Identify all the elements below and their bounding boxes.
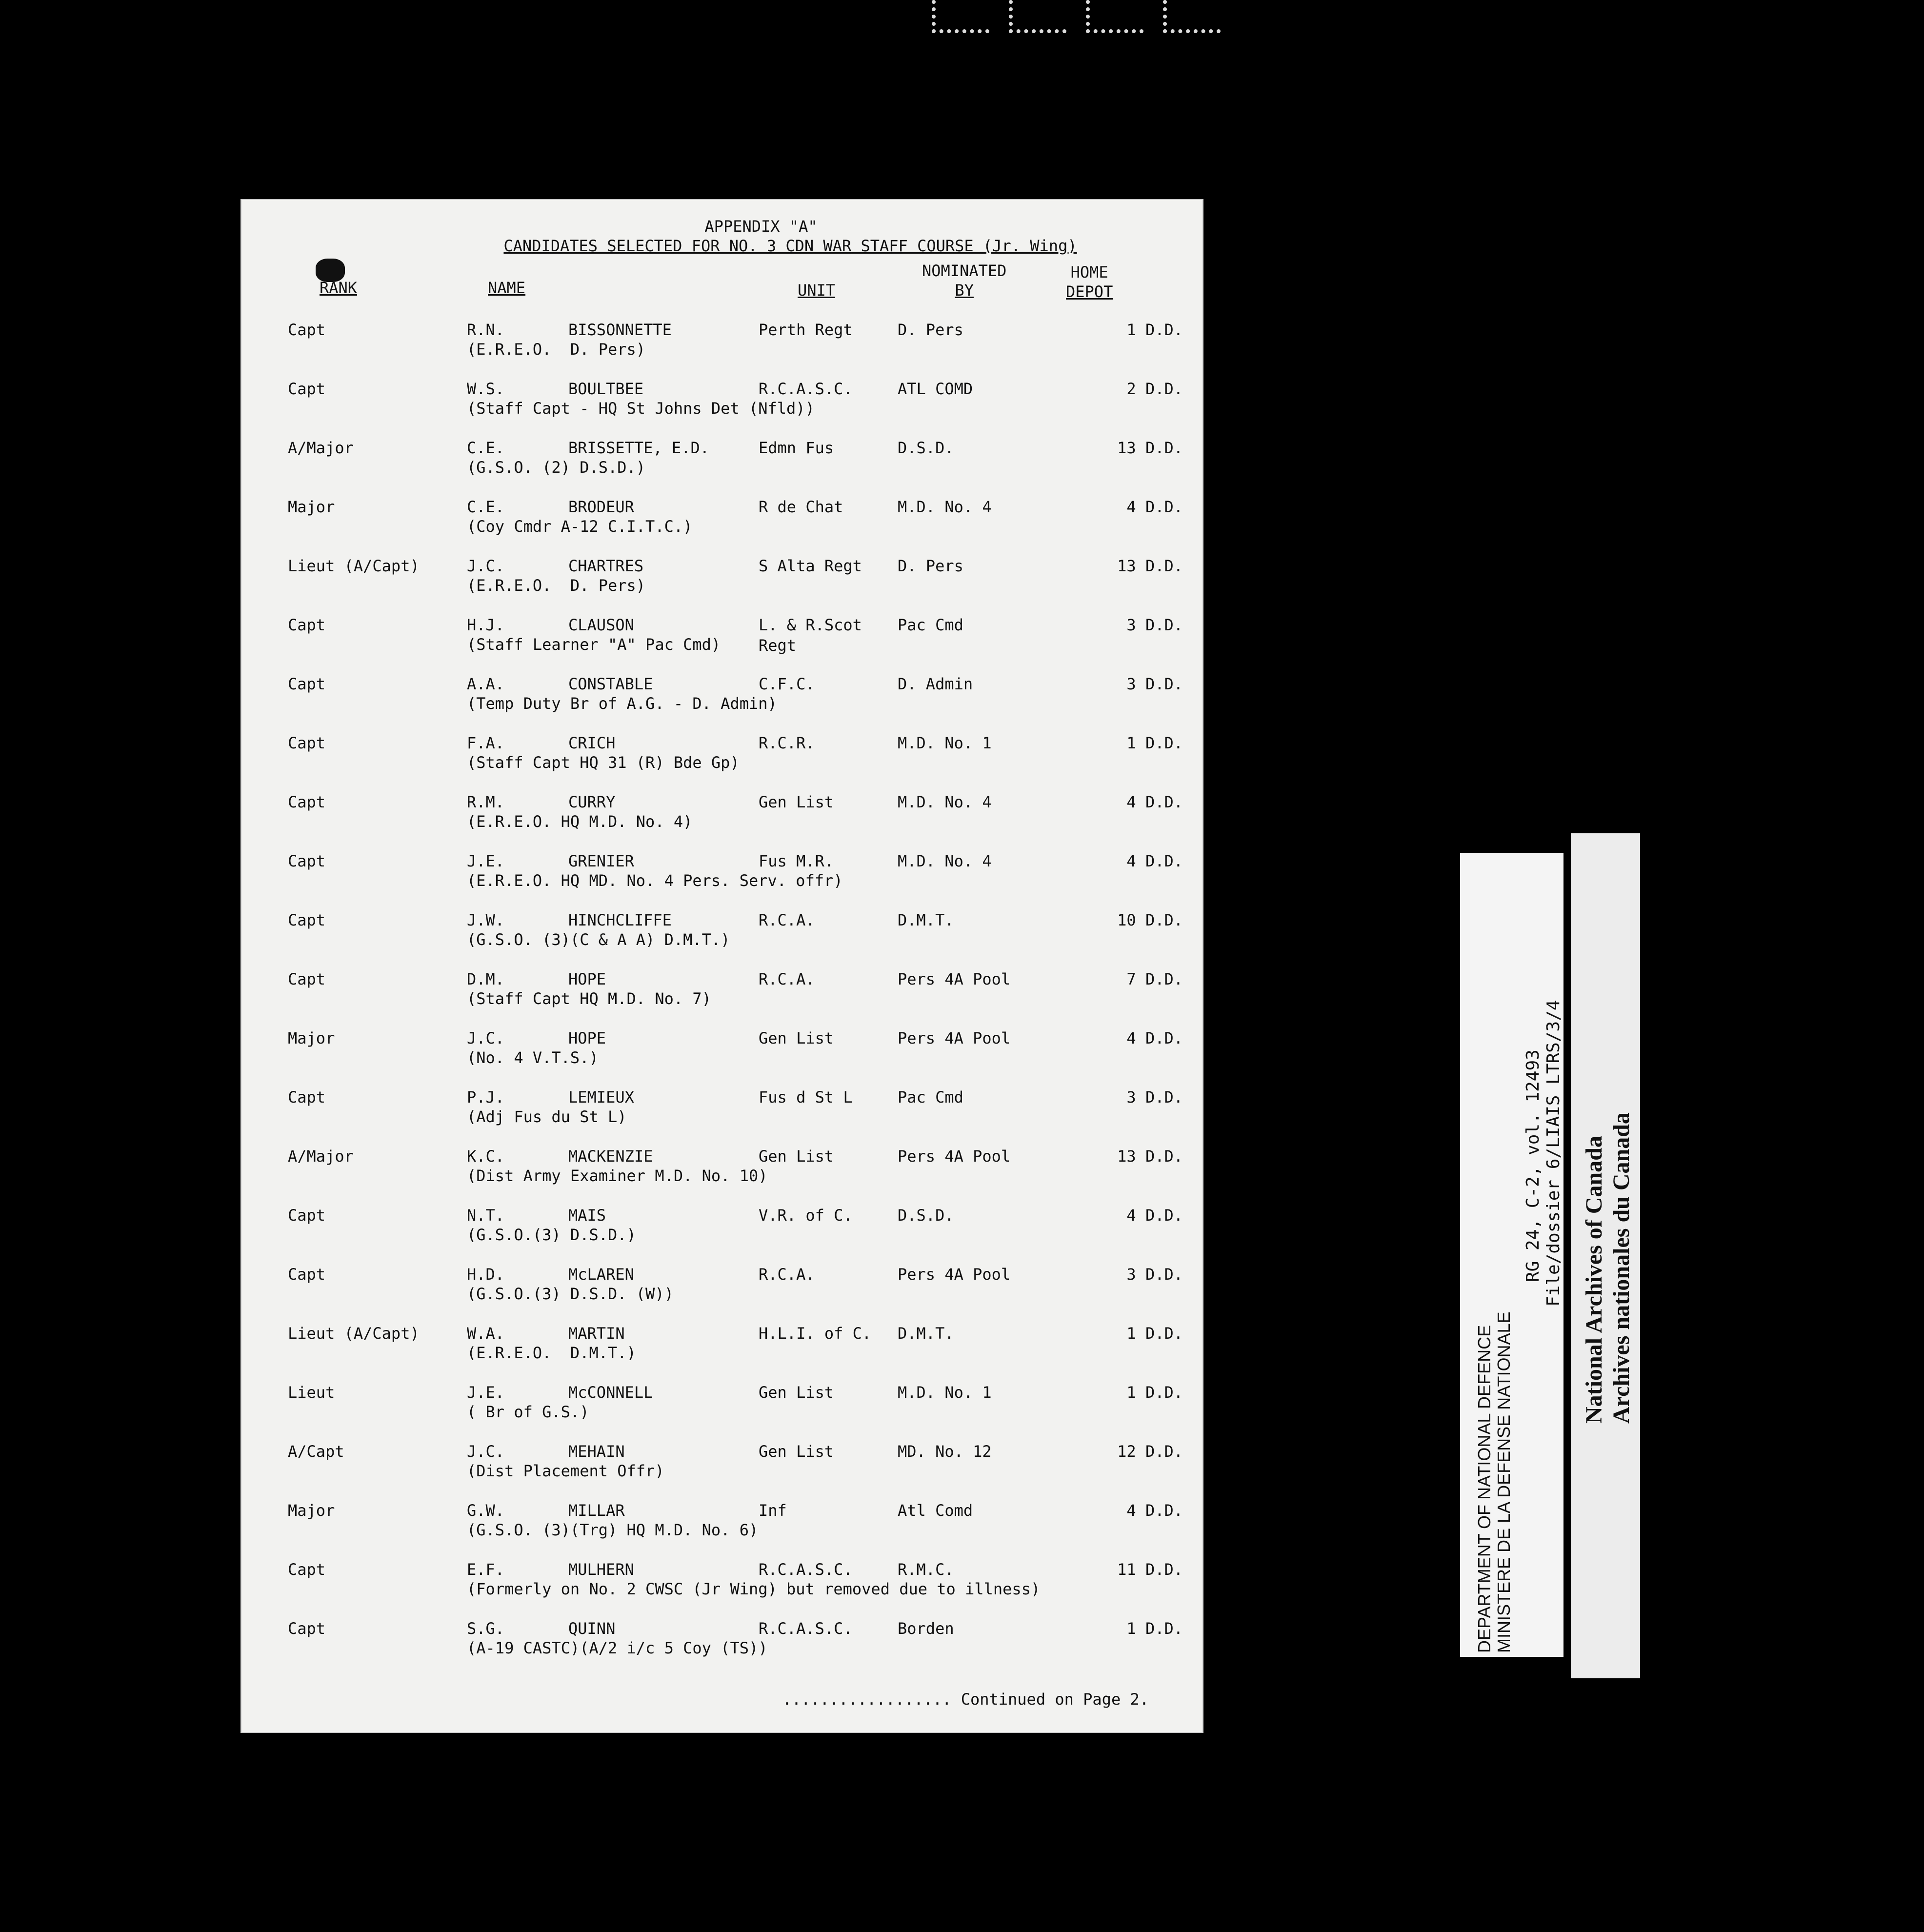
rank-cell: Capt — [288, 970, 326, 988]
appointment-detail: (Temp Duty Br of A.G. - D. Admin) — [467, 694, 777, 713]
unit-cell: R.C.A. — [759, 1265, 815, 1284]
home-depot-cell: 4 D.D. — [1126, 1501, 1183, 1520]
surname-cell: CURRY — [568, 793, 616, 811]
appointment-detail: (E.R.E.O. HQ MD. No. 4 Pers. Serv. offr) — [467, 871, 843, 890]
rank-cell: Capt — [288, 321, 326, 339]
unit-cell: R.C.A.S.C. — [759, 1619, 853, 1638]
nominated-by-cell: M.D. No. 1 — [898, 1383, 992, 1402]
table-row — [241, 1264, 1202, 1323]
document-page — [241, 200, 1202, 1732]
home-depot-cell: 4 D.D. — [1126, 793, 1183, 811]
home-depot-cell: 1 D.D. — [1126, 1619, 1183, 1638]
appointment-detail: (No. 4 V.T.S.) — [467, 1048, 599, 1067]
surname-cell: MARTIN — [568, 1324, 625, 1343]
appointment-detail: (E.R.E.O. D. Pers) — [467, 576, 646, 595]
table-row — [241, 1382, 1202, 1441]
appendix-heading: APPENDIX "A" — [704, 217, 818, 236]
home-depot-cell: 1 D.D. — [1126, 1383, 1183, 1402]
rank-cell: A/Capt — [288, 1442, 344, 1461]
appointment-detail: (Staff Capt HQ M.D. No. 7) — [467, 989, 711, 1008]
home-depot-cell: 7 D.D. — [1126, 970, 1183, 988]
surname-cell: BISSONNETTE — [568, 321, 672, 339]
initials-cell: N.T. — [467, 1206, 505, 1225]
surname-cell: MILLAR — [568, 1501, 625, 1520]
unit-cell: Perth Regt — [759, 321, 853, 339]
home-depot-cell: 4 D.D. — [1126, 1029, 1183, 1047]
nominated-by-cell: D. Admin — [898, 675, 973, 693]
unit-cell: R de Chat — [759, 498, 843, 516]
appointment-detail: (E.R.E.O. HQ M.D. No. 4) — [467, 812, 693, 831]
unit-cell: Fus d St L — [759, 1088, 853, 1107]
home-depot-cell: 13 D.D. — [1117, 1147, 1183, 1166]
initials-cell: J.E. — [467, 1383, 505, 1402]
rank-cell: Capt — [288, 1088, 326, 1107]
unit-cell: R.C.A.S.C. — [759, 1560, 853, 1579]
column-header-nominated: NOMINATED BY — [922, 262, 1007, 300]
home-depot-cell: 13 D.D. — [1117, 439, 1183, 457]
home-depot-cell: 13 D.D. — [1117, 557, 1183, 575]
surname-cell: QUINN — [568, 1619, 616, 1638]
home-depot-cell: 11 D.D. — [1117, 1560, 1183, 1579]
appointment-detail: ( Br of G.S.) — [467, 1403, 589, 1421]
table-row — [241, 674, 1202, 733]
nominated-by-cell: Pac Cmd — [898, 616, 963, 634]
frame-number-marks — [932, 0, 1244, 34]
initials-cell: R.N. — [467, 321, 505, 339]
initials-cell: H.J. — [467, 616, 505, 634]
unit-cell: V.R. of C. — [759, 1206, 853, 1225]
table-row — [241, 1146, 1202, 1205]
appointment-detail: (Staff Capt HQ 31 (R) Bde Gp) — [467, 753, 740, 772]
continued-note: .................. Continued on Page 2. — [782, 1690, 1149, 1709]
home-depot-cell: 4 D.D. — [1126, 498, 1183, 516]
nominated-by-cell: Pac Cmd — [898, 1088, 963, 1107]
table-row — [241, 1559, 1202, 1618]
archives-stamp — [1571, 833, 1640, 1678]
unit-cell: R.C.R. — [759, 734, 815, 752]
nominated-by-cell: Pers 4A Pool — [898, 970, 1011, 988]
nominated-by-cell: R.M.C. — [898, 1560, 954, 1579]
rank-cell: Capt — [288, 793, 326, 811]
table-row — [241, 1323, 1202, 1382]
initials-cell: H.D. — [467, 1265, 505, 1284]
rank-cell: Capt — [288, 380, 326, 398]
rank-cell: Lieut (A/Capt) — [288, 1324, 420, 1343]
rank-cell: Capt — [288, 616, 326, 634]
table-row — [241, 1441, 1202, 1500]
surname-cell: LEMIEUX — [568, 1088, 634, 1107]
surname-cell: CHARTRES — [568, 557, 644, 575]
initials-cell: W.A. — [467, 1324, 505, 1343]
initials-cell: J.C. — [467, 557, 505, 575]
surname-cell: CRICH — [568, 734, 616, 752]
initials-cell: A.A. — [467, 675, 505, 693]
unit-cell: S Alta Regt — [759, 557, 862, 575]
archive-reference-label — [1460, 853, 1563, 1657]
column-header-rank: RANK — [320, 279, 358, 297]
surname-cell: MACKENZIE — [568, 1147, 653, 1166]
initials-cell: R.M. — [467, 793, 505, 811]
rank-cell: Capt — [288, 675, 326, 693]
appointment-detail: (E.R.E.O. D.M.T.) — [467, 1344, 636, 1362]
nominated-by-cell: Atl Comd — [898, 1501, 973, 1520]
surname-cell: MULHERN — [568, 1560, 634, 1579]
initials-cell: J.E. — [467, 852, 505, 870]
appointment-detail: (Staff Capt - HQ St Johns Det (Nfld)) — [467, 399, 815, 418]
rank-cell: Major — [288, 498, 335, 516]
nominated-by-cell: Borden — [898, 1619, 954, 1638]
appointment-detail: (G.S.O.(3) D.S.D.) — [467, 1226, 636, 1244]
unit-cell: C.F.C. — [759, 675, 815, 693]
home-depot-cell: 3 D.D. — [1126, 675, 1183, 693]
nominated-by-cell: D.M.T. — [898, 1324, 954, 1343]
surname-cell: BRODEUR — [568, 498, 634, 516]
rank-cell: Major — [288, 1029, 335, 1047]
rank-cell: Capt — [288, 1560, 326, 1579]
nominated-by-cell: ATL COMD — [898, 380, 973, 398]
rank-cell: Capt — [288, 734, 326, 752]
table-row — [241, 438, 1202, 497]
unit-cell: Gen List — [759, 1442, 834, 1461]
initials-cell: J.W. — [467, 911, 505, 929]
table-row — [241, 497, 1202, 556]
candidate-list — [241, 320, 1202, 1677]
unit-cell: R.C.A.S.C. — [759, 380, 853, 398]
rank-cell: Lieut — [288, 1383, 335, 1402]
rank-cell: Capt — [288, 911, 326, 929]
home-depot-cell: 12 D.D. — [1117, 1442, 1183, 1461]
appointment-detail: (Adj Fus du St L) — [467, 1107, 627, 1126]
home-depot-cell: 4 D.D. — [1126, 1206, 1183, 1225]
unit-cell: R.C.A. — [759, 970, 815, 988]
nominated-by-cell: Pers 4A Pool — [898, 1265, 1011, 1284]
archives-french: Archives nationales du Canada — [1608, 1112, 1634, 1424]
nominated-by-cell: M.D. No. 4 — [898, 498, 992, 516]
table-row — [241, 1205, 1202, 1264]
table-row — [241, 792, 1202, 851]
unit-cell: Gen List — [759, 1029, 834, 1047]
appointment-detail: (G.S.O. (3)(Trg) HQ M.D. No. 6) — [467, 1521, 759, 1539]
nominated-by-cell: M.D. No. 4 — [898, 852, 992, 870]
surname-cell: McCONNELL — [568, 1383, 653, 1402]
surname-cell: HINCHCLIFFE — [568, 911, 672, 929]
appointment-detail: (Formerly on No. 2 CWSC (Jr Wing) but removed due to illness) — [467, 1580, 1041, 1598]
table-row — [241, 1028, 1202, 1087]
table-row — [241, 615, 1202, 674]
surname-cell: BRISSETTE, E.D. — [568, 439, 709, 457]
document-title: CANDIDATES SELECTED FOR NO. 3 CDN WAR STAFF COURSE (Jr. Wing) — [503, 237, 1077, 255]
surname-cell: HOPE — [568, 970, 606, 988]
table-row — [241, 851, 1202, 910]
home-depot-cell: 1 D.D. — [1126, 734, 1183, 752]
initials-cell: C.E. — [467, 498, 505, 516]
initials-cell: P.J. — [467, 1088, 505, 1107]
home-depot-cell: 2 D.D. — [1126, 380, 1183, 398]
table-row — [241, 969, 1202, 1028]
nominated-by-cell: Pers 4A Pool — [898, 1147, 1011, 1166]
home-depot-cell: 1 D.D. — [1126, 1324, 1183, 1343]
rank-cell: A/Major — [288, 1147, 354, 1166]
surname-cell: CLAUSON — [568, 616, 634, 634]
table-row — [241, 320, 1202, 379]
initials-cell: F.A. — [467, 734, 505, 752]
appointment-detail: (Staff Learner "A" Pac Cmd) — [467, 635, 721, 654]
rank-cell: Major — [288, 1501, 335, 1520]
initials-cell: J.C. — [467, 1029, 505, 1047]
nominated-by-cell: M.D. No. 1 — [898, 734, 992, 752]
unit-cell: Gen List — [759, 1147, 834, 1166]
appointment-detail: (Dist Army Examiner M.D. No. 10) — [467, 1167, 768, 1185]
rank-cell: Lieut (A/Capt) — [288, 557, 420, 575]
surname-cell: BOULTBEE — [568, 380, 644, 398]
nominated-by-cell: MD. No. 12 — [898, 1442, 992, 1461]
unit-cell: Inf — [759, 1501, 787, 1520]
unit-cell: H.L.I. of C. — [759, 1324, 872, 1343]
table-row — [241, 379, 1202, 438]
initials-cell: W.S. — [467, 380, 505, 398]
initials-cell: D.M. — [467, 970, 505, 988]
initials-cell: E.F. — [467, 1560, 505, 1579]
nominated-by-cell: M.D. No. 4 — [898, 793, 992, 811]
rank-cell: Capt — [288, 852, 326, 870]
surname-cell: GRENIER — [568, 852, 634, 870]
nominated-by-cell: D.S.D. — [898, 1206, 954, 1225]
table-row — [241, 910, 1202, 969]
column-header-unit: UNIT — [798, 281, 836, 300]
nominated-by-cell: Pers 4A Pool — [898, 1029, 1011, 1047]
column-header-depot: HOME DEPOT — [1066, 263, 1113, 301]
appointment-detail: (Coy Cmdr A-12 C.I.T.C.) — [467, 517, 693, 536]
unit-cell: Gen List — [759, 793, 834, 811]
file-reference: File/dossier 6/LIAIS LTRS/3/4 — [1543, 1000, 1563, 1307]
appointment-detail: (Dist Placement Offr) — [467, 1462, 664, 1480]
surname-cell: CONSTABLE — [568, 675, 653, 693]
appointment-detail: (G.S.O. (2) D.S.D.) — [467, 458, 646, 477]
archives-english: National Archives of Canada — [1581, 1136, 1607, 1424]
home-depot-cell: 3 D.D. — [1126, 1265, 1183, 1284]
table-row — [241, 1618, 1202, 1677]
initials-cell: S.G. — [467, 1619, 505, 1638]
appointment-detail: (E.R.E.O. D. Pers) — [467, 340, 646, 359]
rank-cell: A/Major — [288, 439, 354, 457]
column-header-name: NAME — [488, 279, 526, 297]
appointment-detail: (A-19 CASTC)(A/2 i/c 5 Coy (TS)) — [467, 1639, 768, 1657]
table-row — [241, 1500, 1202, 1559]
table-row — [241, 1087, 1202, 1146]
nominated-by-cell: D. Pers — [898, 321, 963, 339]
surname-cell: MAIS — [568, 1206, 606, 1225]
table-row — [241, 733, 1202, 792]
nominated-by-cell: D.M.T. — [898, 911, 954, 929]
surname-cell: McLAREN — [568, 1265, 634, 1284]
nominated-by-cell: D.S.D. — [898, 439, 954, 457]
home-depot-cell: 3 D.D. — [1126, 1088, 1183, 1107]
home-depot-cell: 4 D.D. — [1126, 852, 1183, 870]
initials-cell: J.C. — [467, 1442, 505, 1461]
nominated-by-cell: D. Pers — [898, 557, 963, 575]
home-depot-cell: 10 D.D. — [1117, 911, 1183, 929]
department-label: DEPARTMENT OF NATIONAL DEFENCE MINISTERE DE LA DEFENSE NATIONALE — [1474, 1311, 1514, 1653]
home-depot-cell: 3 D.D. — [1126, 616, 1183, 634]
home-depot-cell: 1 D.D. — [1126, 321, 1183, 339]
surname-cell: MEHAIN — [568, 1442, 625, 1461]
unit-cell: Edmn Fus — [759, 439, 834, 457]
rank-cell: Capt — [288, 1206, 326, 1225]
unit-cell: Gen List — [759, 1383, 834, 1402]
table-row — [241, 556, 1202, 615]
record-group-reference: RG 24, C-2, vol. 12493 — [1523, 1049, 1543, 1282]
unit-cell: L. & R.Scot Regt — [759, 616, 862, 655]
unit-cell: R.C.A. — [759, 911, 815, 929]
rank-cell: Capt — [288, 1619, 326, 1638]
initials-cell: K.C. — [467, 1147, 505, 1166]
surname-cell: HOPE — [568, 1029, 606, 1047]
initials-cell: C.E. — [467, 439, 505, 457]
appointment-detail: (G.S.O.(3) D.S.D. (W)) — [467, 1285, 674, 1303]
appointment-detail: (G.S.O. (3)(C & A A) D.M.T.) — [467, 930, 730, 949]
initials-cell: G.W. — [467, 1501, 505, 1520]
unit-cell: Fus M.R. — [759, 852, 834, 870]
rank-cell: Capt — [288, 1265, 326, 1284]
